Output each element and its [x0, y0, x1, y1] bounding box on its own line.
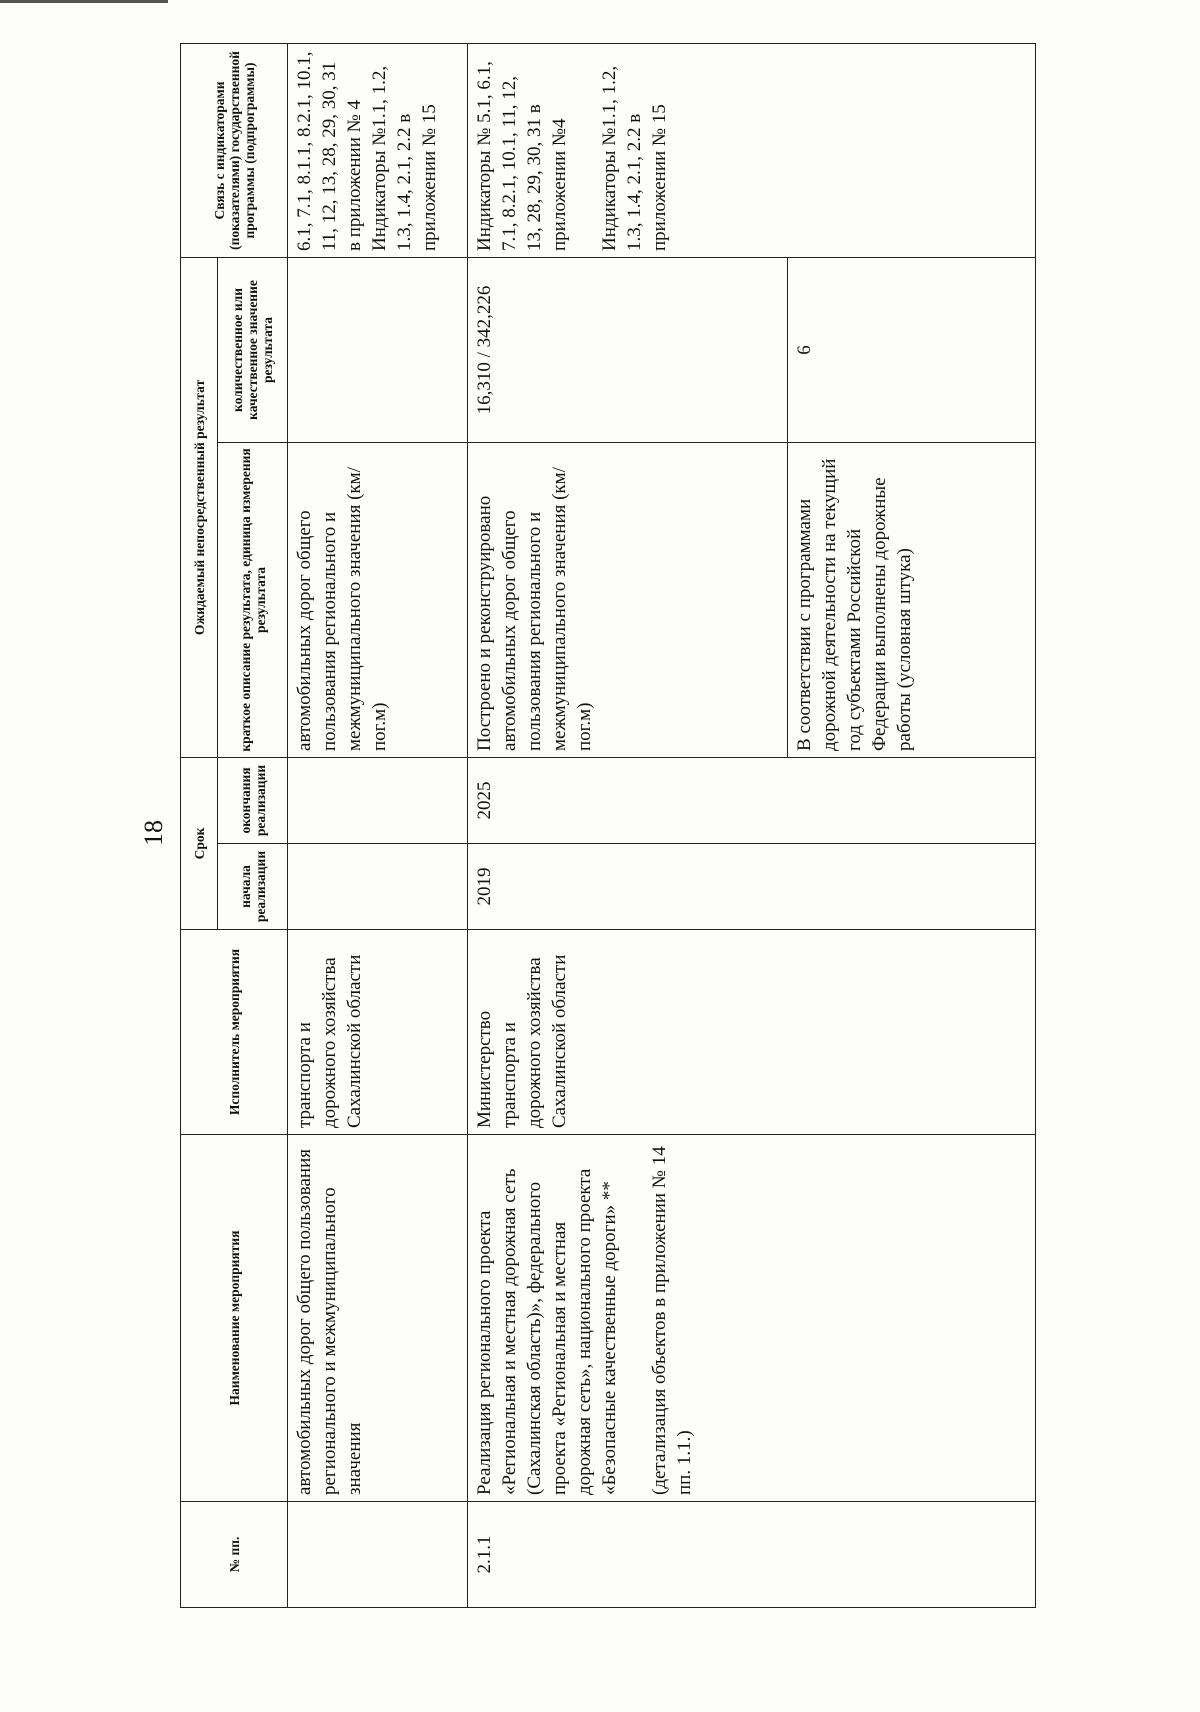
row-executor: Министерство транспорта и дорожного хозяйства Сахалинской области [468, 930, 1036, 1135]
row-num [288, 1502, 468, 1608]
row-num: 2.1.1 [468, 1502, 1036, 1608]
row-start [288, 844, 468, 930]
row-name: Реализация регионального проекта «Региональная и местная дорожная сеть (Сахалинская область)», федерального проекта «Региональная и местная дорожная сеть», национального проекта «Безопасные качественные дороги» ** (детализация объектов в приложении № 14 пп. 1.1.) [468, 1135, 1036, 1502]
row-end: 2025 [468, 757, 1036, 843]
header-result-desc: краткое описание результата, единица измерения результата [218, 442, 288, 757]
header-executor: Исполнитель мероприятия [181, 930, 288, 1135]
row-end [288, 757, 468, 843]
row-name: автомобильных дорог общего пользования регионального и межмуниципального значения [288, 1135, 468, 1502]
row-result-desc: Построено и реконструировано автомобильных дорог общего пользования регионального и межмуниципального значения (км/пог.м) [468, 442, 788, 757]
row-result-value: 16,310 / 342,226 [468, 257, 788, 442]
table-container [180, 44, 1036, 1608]
row-result-value [288, 257, 468, 442]
header-term-end: окончания реализации [218, 757, 288, 843]
header-result-value: количественное или качественное значение результата [218, 257, 288, 442]
row-executor: транспорта и дорожного хозяйства Сахалинской области [288, 930, 468, 1135]
header-num: № пп. [181, 1502, 288, 1608]
row-result-desc: автомобильных дорог общего пользования регионального и межмуниципального значения (км/пог.м) [288, 442, 468, 757]
row-indicators: 6.1, 7.1, 8.1.1, 8.2.1, 10.1, 11, 12, 13, 28, 29, 30, 31 в приложении № 4 Индикаторы №1.1, 1.2, 1.3, 1.4, 2.1, 2.2 в приложении № 15 [288, 43, 468, 257]
row-start: 2019 [468, 844, 1036, 930]
page-number: 18 [139, 820, 168, 846]
row-result-desc-2: В соответствии с программами дорожной деятельности на текущий год субъектами Российской Федерации выполнены дорожные работы (условная штука) [788, 442, 1036, 757]
measures-table [180, 43, 1036, 1608]
rotated-table [180, 44, 1036, 1608]
row-indicators: Индикаторы № 5.1, 6.1, 7.1, 8.2.1, 10.1, 11, 12, 13, 28, 29, 30, 31 в приложении №4 Индикаторы №1.1, 1.2, 1.3, 1.4, 2.1, 2.2 в приложении № 15 [468, 43, 1036, 257]
header-term: Срок [181, 757, 218, 929]
header-indicators: Связь с индикаторами (показателями) государственной программы (подпрограммы) [181, 43, 288, 257]
table-row [468, 43, 788, 1607]
header-term-start: начала реализации [218, 844, 288, 930]
header-name: Наименование мероприятия [181, 1135, 288, 1502]
scan-artifact-line [0, 0, 1200, 3]
header-result: Ожидаемый непосредственный результат [181, 257, 218, 757]
table-row [288, 43, 468, 1607]
row-result-value-2: 6 [788, 257, 1036, 442]
